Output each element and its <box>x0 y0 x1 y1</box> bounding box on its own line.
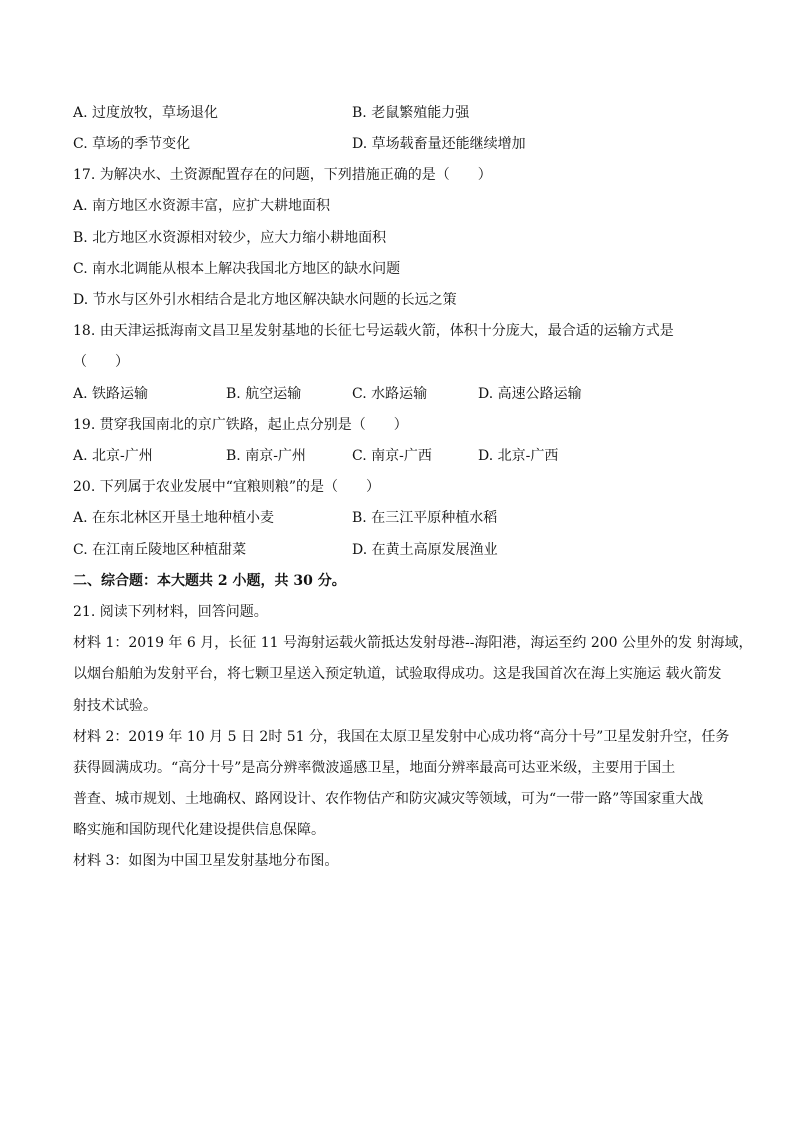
material-1-line-3: 射技术试验。 <box>73 698 157 714</box>
material-2-line-1: 材料 2：2019 年 10 月 5 日 2时 51 分，我国在太原卫星发射中心成功将“高分十号”卫星发射升空，任务 <box>73 729 730 745</box>
q18-option-d: D. 高速公路运输 <box>478 386 582 402</box>
q20-option-a: A. 在东北林区开垦土地种植小麦 <box>73 510 275 526</box>
q19-option-b: B. 南京-广州 <box>226 448 306 464</box>
q18-option-c: C. 水路运输 <box>352 386 428 402</box>
q19-stem: 19. 贯穿我国南北的京广铁路，起止点分别是（ ） <box>73 417 408 433</box>
q16-option-b: B. 老鼠繁殖能力强 <box>352 105 470 121</box>
q19-option-c: C. 南京-广西 <box>352 448 432 464</box>
q19-option-d: D. 北京-广西 <box>478 448 559 464</box>
material-1-line-1: 材料 1：2019 年 6 月，长征 11 号海射运载火箭抵达发射母港--海阳港，海运至约 200 公里外的发 射海域， <box>73 635 753 651</box>
q17-option-d: D. 节水与区外引水相结合是北方地区解决缺水问题的长远之策 <box>73 292 457 308</box>
q18-stem: 18. 由天津运抵海南文昌卫星发射基地的长征七号运载火箭，体积十分庞大，最合适的运输方式是 <box>73 323 674 339</box>
q17-option-c: C. 南水北调能从根本上解决我国北方地区的缺水问题 <box>73 261 401 277</box>
q16-option-c: C. 草场的季节变化 <box>73 136 191 152</box>
q18-stem-bracket: （ ） <box>73 354 129 370</box>
section-heading: 二、综合题：本大题共 2 小题，共 30 分。 <box>73 573 346 589</box>
q20-option-d: D. 在黄土高原发展渔业 <box>352 542 498 558</box>
q21-stem: 21. 阅读下列材料，回答问题。 <box>73 604 268 620</box>
q20-option-c: C. 在江南丘陵地区种植甜菜 <box>73 542 247 558</box>
q17-stem: 17. 为解决水、土资源配置存在的问题，下列措施正确的是（ ） <box>73 167 492 183</box>
material-3-line-1: 材料 3：如图为中国卫星发射基地分布图。 <box>73 853 339 869</box>
q16-option-d: D. 草场载畜量还能继续增加 <box>352 136 526 152</box>
q19-option-a: A. 北京-广州 <box>73 448 153 464</box>
q16-option-a: A. 过度放牧，草场退化 <box>73 105 219 121</box>
q18-option-b: B. 航空运输 <box>226 386 302 402</box>
material-2-line-4: 略实施和国防现代化建设提供信息保障。 <box>73 822 325 838</box>
q17-option-a: A. 南方地区水资源丰富，应扩大耕地面积 <box>73 198 331 214</box>
material-1-line-2: 以烟台船舶为发射平台，将七颗卫星送入预定轨道，试验取得成功。这是我国首次在海上实施运 载火箭发 <box>73 666 722 682</box>
q18-option-a: A. 铁路运输 <box>73 386 149 402</box>
q20-option-b: B. 在三江平原种植水稻 <box>352 510 498 526</box>
q20-stem: 20. 下列属于农业发展中“宜粮则粮”的是（ ） <box>73 479 381 495</box>
material-2-line-2: 获得圆满成功。“高分十号”是高分辨率微波遥感卫星，地面分辨率最高可达亚米级，主要用于国土 <box>73 760 676 776</box>
material-2-line-3: 普查、城市规划、土地确权、路网设计、农作物估产和防灾减灾等领域，可为“一带一路”等国家重大战 <box>73 791 704 807</box>
q17-option-b: B. 北方地区水资源相对较少，应大力缩小耕地面积 <box>73 230 387 246</box>
